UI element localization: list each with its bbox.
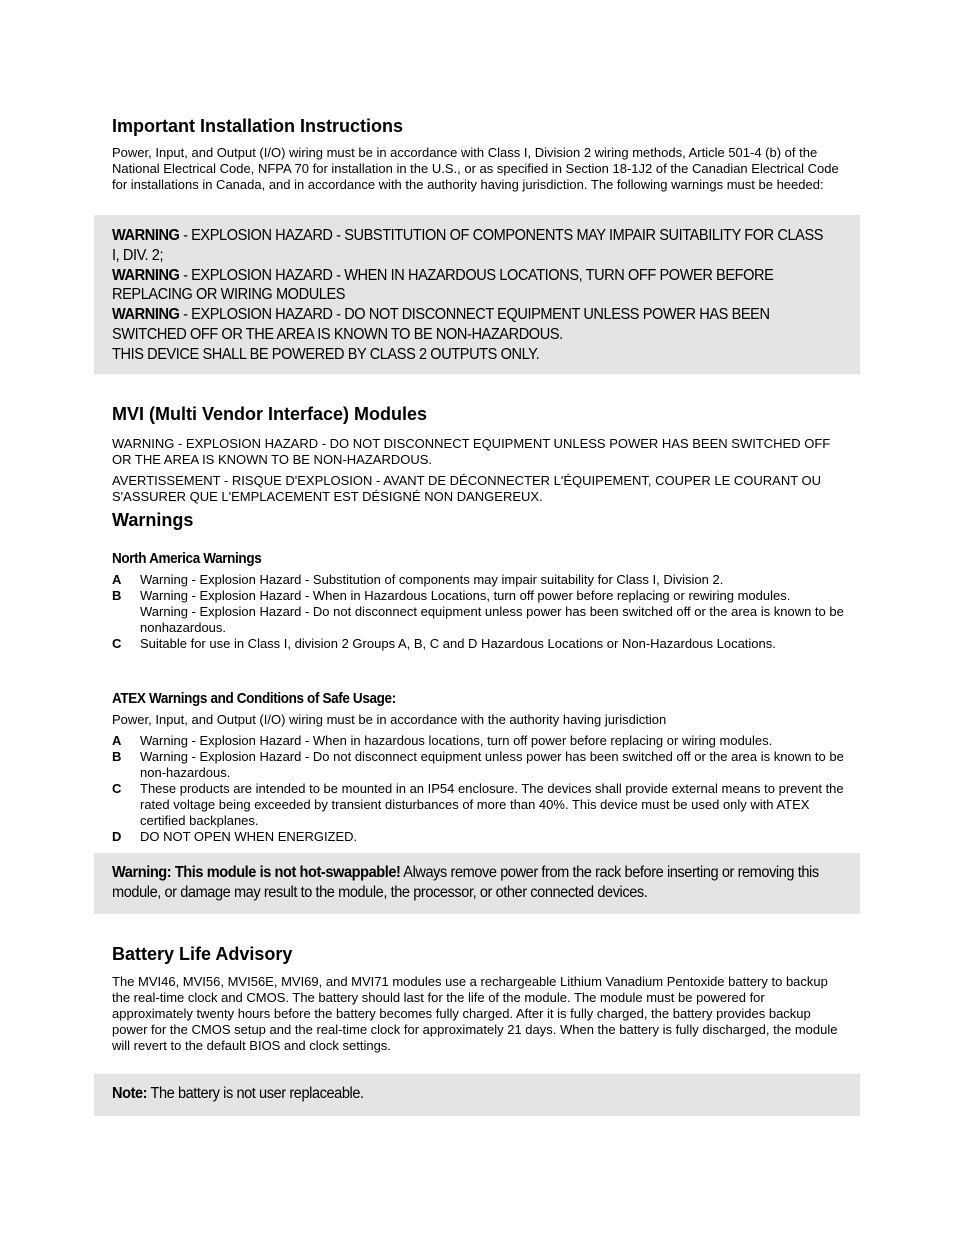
battery-body: The MVI46, MVI56, MVI56E, MVI69, and MVI71 modules use a rechargeable Lithium Vanadium Pentoxide battery to backup the real-time clock and CMOS. The battery should last for the life of the module. The module must be powered for approximately twenty hours before the battery becomes fully charged. After it is fully charged, the battery provides backup power for the CMOS setup and the real-time clock for approximately 21 days. When the battery is fully discharged, the module will revert to the default BIOS and clock settings. (112, 974, 838, 1053)
mvi-title: MVI (Multi Vendor Interface) Modules (112, 404, 428, 424)
atex-title: ATEX Warnings and Conditions of Safe Usage: (112, 690, 396, 707)
list-item: A Warning - Explosion Hazard - When in hazardous locations, turn off power before replacing or wiring modules. (112, 733, 773, 748)
battery-note-box (94, 1074, 860, 1116)
install-warning-3: WARNING - EXPLOSION HAZARD - DO NOT DISCONNECT EQUIPMENT UNLESS POWER HAS BEEN SWITCHED OFF OR THE AREA IS KNOWN TO BE NON-HAZARDOUS. (112, 306, 770, 343)
battery-title: Battery Life Advisory (112, 944, 293, 964)
atex-intro: Power, Input, and Output (I/O) wiring must be in accordance with the authority having jurisdiction (112, 712, 667, 727)
atex-section (112, 689, 844, 845)
install-title: Important Installation Instructions (112, 116, 404, 136)
list-item: C These products are intended to be mounted in an IP54 enclosure. The devices shall provide external means to prevent the rated voltage being exceeded by transient disturbances of more than 40%. This device must be used only with ATEX certified backplanes. (112, 781, 844, 828)
list-item: B Warning - Explosion Hazard - Do not disconnect equipment unless power has been switched off or the area is known to be non-hazardous. (112, 749, 844, 780)
warnings-section (112, 509, 844, 531)
atex-list (112, 733, 844, 845)
mvi-warning-fr: AVERTISSEMENT - RISQUE D'EXPLOSION - AVANT DE DÉCONNECTER L'ÉQUIPEMENT, COUPER LE COURANT OU S'ASSURER QUE L'EMPLACEMENT EST DÉSIGNÉ NON DANGEREUX. (112, 473, 822, 504)
install-intro: Power, Input, and Output (I/O) wiring must be in accordance with Class I, Division 2 wiring methods, Article 501-4 (b) of the National Electrical Code, NFPA 70 for installation in the U.S., or as specified in Section 18-1J2 of the Canadian Electrical Code for installations in Canada, and in accordance with the authority having jurisdiction. The following warnings must be heeded: (112, 145, 839, 192)
hot-swap-warning: Warning: This module is not hot-swappable! Always remove power from the rack before inserting or removing this module, or damage may result to the module, the processor, or other connected devices. (112, 864, 819, 901)
warnings-title: Warnings (112, 510, 194, 530)
list-item: B Warning - Explosion Hazard - When in Hazardous Locations, turn off power before replacing or rewiring modules. Warning - Explosion Hazard - Do not disconnect equipment unless power has been switched off or the area is known to be nonhazardous. (112, 588, 844, 635)
list-item: A Warning - Explosion Hazard - Substitution of components may impair suitability for Class I, Division 2. (112, 572, 724, 587)
list-item: C Suitable for use in Class I, division 2 Groups A, B, C and D Hazardous Locations or Non-Hazardous Locations. (112, 636, 776, 651)
list-item: D DO NOT OPEN WHEN ENERGIZED. (112, 829, 358, 844)
mvi-warning-en: WARNING - EXPLOSION HAZARD - DO NOT DISCONNECT EQUIPMENT UNLESS POWER HAS BEEN SWITCHED OFF OR THE AREA IS KNOWN TO BE NON-HAZARDOUS. (112, 436, 831, 467)
hot-swap-warning-box (94, 853, 860, 914)
install-warning-box (94, 215, 860, 374)
north-america-title: North America Warnings (112, 550, 262, 567)
north-america-list (112, 572, 844, 652)
battery-note: Note: The battery is not user replaceable. (112, 1085, 364, 1102)
install-section (112, 115, 844, 193)
class2-note: THIS DEVICE SHALL BE POWERED BY CLASS 2 OUTPUTS ONLY. (112, 345, 540, 363)
north-america-section (112, 549, 844, 652)
install-warning-1: WARNING - EXPLOSION HAZARD - SUBSTITUTION OF COMPONENTS MAY IMPAIR SUITABILITY FOR CLASS I, DIV. 2; (112, 227, 824, 264)
battery-section (112, 943, 844, 1054)
install-warning-2: WARNING - EXPLOSION HAZARD - WHEN IN HAZARDOUS LOCATIONS, TURN OFF POWER BEFORE REPLACING OR WIRING MODULES (112, 266, 774, 304)
mvi-section (112, 403, 844, 505)
